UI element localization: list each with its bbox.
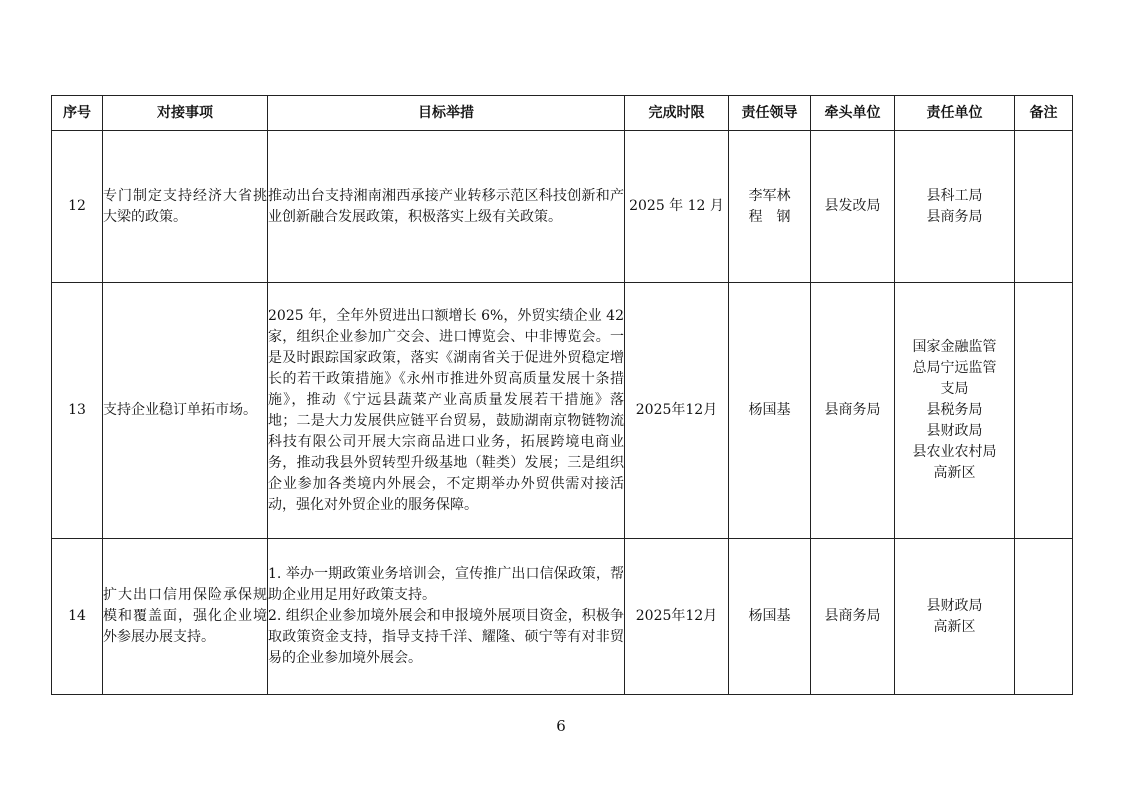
action-plan-table [51,95,1073,695]
unit-name: 县财政局 [926,423,983,439]
row-note [1015,131,1073,283]
header-lead-unit: 牵头单位 [811,96,895,131]
unit-name: 高新区 [933,618,976,635]
header-units: 责任单位 [895,96,1015,131]
row-lead-unit: 县商务局 [811,539,895,695]
unit-name: 总局宁远监管 [912,360,997,376]
header-measures: 目标举措 [268,96,625,131]
row-lead-unit: 县发改局 [811,131,895,283]
row-note [1015,539,1073,695]
row-deadline: 2025年12月 [625,539,729,695]
header-note: 备注 [1015,96,1073,131]
header-row [52,96,1073,131]
row-leader [729,283,811,539]
unit-name: 县科工局 [926,187,983,204]
row-measure: 2025 年，全年外贸进出口额增长 6%，外贸实绩企业 42 家，组织企业参加广交会、进口博览会、中非博览会。一是及时跟踪国家政策，落实《湖南省关于促进外贸稳定增长的若干政策措施》《永州市推进外贸高质量发展十条措施》，推动《宁远县蔬菜产业高质量发展若干措施》落地；二是大力发展供应链平台贸易，鼓励湖南京物链物流科技有限公司开展大宗商品进口业务，拓展跨境电商业务，推动我县外贸转型升级基地（鞋类）发展；三是组织企业参加各类境内外展会，不定期举办外贸供需对接活动，强化对外贸企业的服务保障。 [268,283,625,539]
table-row [52,283,1073,539]
measure-line: 1. 举办一期政策业务培训会，宣传推广出口信保政策，帮助企业用足用好政策支持。 [268,566,624,603]
header-no: 序号 [52,96,103,131]
row-units [895,283,1015,539]
table-row [52,131,1073,283]
header-deadline: 完成时限 [625,96,729,131]
row-note [1015,283,1073,539]
unit-name: 国家金融监管 [912,339,997,355]
row-no: 13 [52,283,103,539]
row-deadline: 2025 年 12 月 [625,131,729,283]
row-units [895,131,1015,283]
page-number: 6 [556,717,566,735]
header-leader: 责任领导 [729,96,811,131]
unit-name: 县财政局 [926,597,983,614]
row-leader [729,131,811,283]
row-item: 支持企业稳订单拓市场。 [103,283,268,539]
measure-line: 2. 组织企业参加境外展会和申报境外展项目资金，积极争取政策资金支持，指导支持千洋、耀隆、硕宁等有对非贸易的企业参加境外展会。 [268,608,624,666]
row-lead-unit: 县商务局 [811,283,895,539]
leader-name: 杨国基 [748,402,791,418]
row-item: 专门制定支持经济大省挑大梁的政策。 [103,131,268,283]
row-measure: 推动出台支持湘南湘西承接产业转移示范区科技创新和产业创新融合发展政策，积极落实上级有关政策。 [268,131,625,283]
leader-name: 杨国基 [748,608,791,624]
unit-name: 支局 [940,381,969,397]
unit-name: 县税务局 [926,402,983,418]
leader-name: 程 钢 [748,208,791,225]
row-item: 扩大出口信用保险承保规模和覆盖面，强化企业境外参展办展支持。 [103,539,268,695]
table-row [52,539,1073,695]
row-measure [268,539,625,695]
unit-name: 县商务局 [926,208,983,225]
header-item: 对接事项 [103,96,268,131]
row-no: 14 [52,539,103,695]
row-deadline: 2025年12月 [625,283,729,539]
row-no: 12 [52,131,103,283]
leader-name: 李军林 [748,187,791,204]
unit-name: 高新区 [933,465,976,481]
row-units [895,539,1015,695]
unit-name: 县农业农村局 [912,444,997,460]
row-leader [729,539,811,695]
